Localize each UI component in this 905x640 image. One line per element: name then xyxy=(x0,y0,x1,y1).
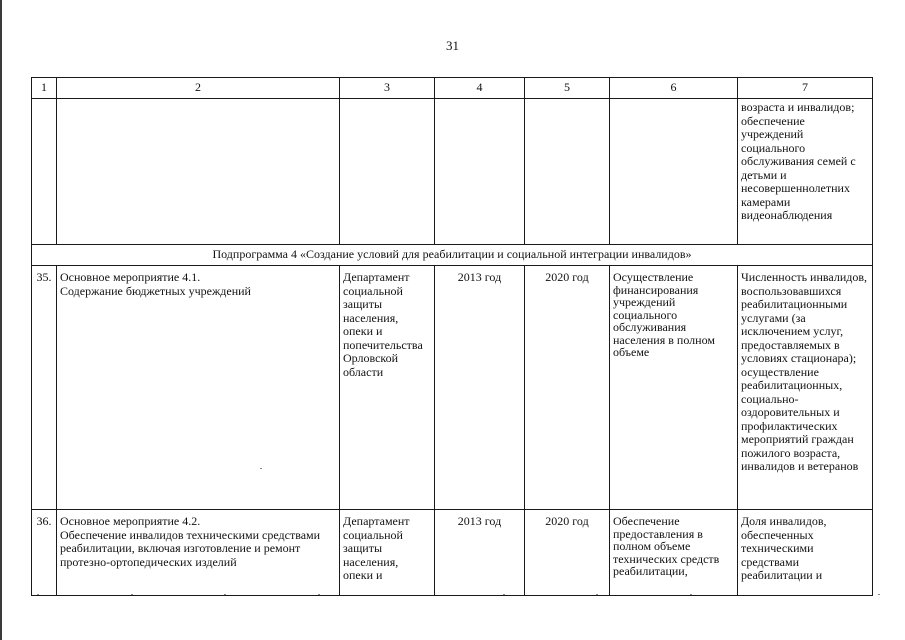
start-year: 2013 год xyxy=(435,266,525,510)
header-cell: 6 xyxy=(610,78,738,99)
measure-cell-inner xyxy=(60,515,336,593)
end-year-text: 2020 год xyxy=(545,515,589,528)
row-number xyxy=(32,510,57,596)
indicator-cell: возраста и инвалидов; обеспечение учреждений социального обслуживания семей с детьми и несовершеннолетних камерами видеонаблюдения xyxy=(738,99,873,245)
header-cell: 4 xyxy=(435,78,525,99)
table-cell xyxy=(435,99,525,245)
start-year-text: 2013 год xyxy=(457,515,502,528)
page-left-edge xyxy=(0,0,2,640)
executor-cell xyxy=(340,510,435,596)
result-cell: Осуществление финансирования учреждений социального обслуживания населения в полном объеме xyxy=(610,266,738,510)
table-row xyxy=(32,510,873,596)
subprogram-title: Подпрограмма 4 «Создание условий для реабилитации и социальной интеграции инвалидов» xyxy=(32,245,873,266)
header-cell: 5 xyxy=(525,78,610,99)
start-year xyxy=(435,510,525,596)
end-year: 2020 год xyxy=(525,266,610,510)
result-text: Обеспечение предоставления в полном объеме технических средств реабилитации, xyxy=(613,515,720,578)
measure-title: Основное мероприятие 4.2. xyxy=(60,515,201,528)
measure-name: Содержание бюджетных учреждений xyxy=(60,283,251,298)
header-cell: 7 xyxy=(738,78,873,99)
measure-cell xyxy=(57,266,340,510)
continuation-row xyxy=(32,99,873,245)
table-cell xyxy=(57,99,340,245)
executor-cell: Департамент социальной защиты населения, опеки и попечительства Орловской области xyxy=(340,266,435,510)
table-header-row xyxy=(32,78,873,99)
header-cell: 1 xyxy=(32,78,57,99)
measure-cell xyxy=(57,510,340,596)
page-number: 31 xyxy=(446,38,459,53)
table-row xyxy=(32,266,873,510)
table-cell xyxy=(340,99,435,245)
indicator-cell xyxy=(738,510,873,596)
header-cell: 3 xyxy=(340,78,435,99)
row-number-text: 36. xyxy=(36,515,52,528)
indicator-cell: Численность инвалидов, воспользовавшихся реабилитационными услугами (за исключением услуг, предоставляемых в условиях стационара); осуществление реабилитационных, социально-оздоровительных и профилактических мероприятий граждан пожилого возраста, инвалидов и ветеранов xyxy=(738,266,873,510)
table-cell xyxy=(32,99,57,245)
subprogram-row xyxy=(32,245,873,266)
measure-name: Обеспечение инвалидов техническими средствами реабилитации, включая изготовление и ремонт протезно-ортопедических изделий xyxy=(60,527,321,569)
executor-text: Департамент социальной защиты населения, опеки и xyxy=(343,515,410,582)
measure-title: Основное мероприятие 4.1. xyxy=(60,270,201,284)
header-cell: 2 xyxy=(57,78,340,99)
table-cell xyxy=(610,99,738,245)
table-cell xyxy=(525,99,610,245)
row-number: 35. xyxy=(32,266,57,510)
activities-table xyxy=(31,77,873,596)
result-cell xyxy=(610,510,738,596)
indicator-text: Доля инвалидов, обеспеченных техническими средствами реабилитации и xyxy=(741,515,827,582)
scan-speck xyxy=(878,594,880,595)
end-year xyxy=(525,510,610,596)
